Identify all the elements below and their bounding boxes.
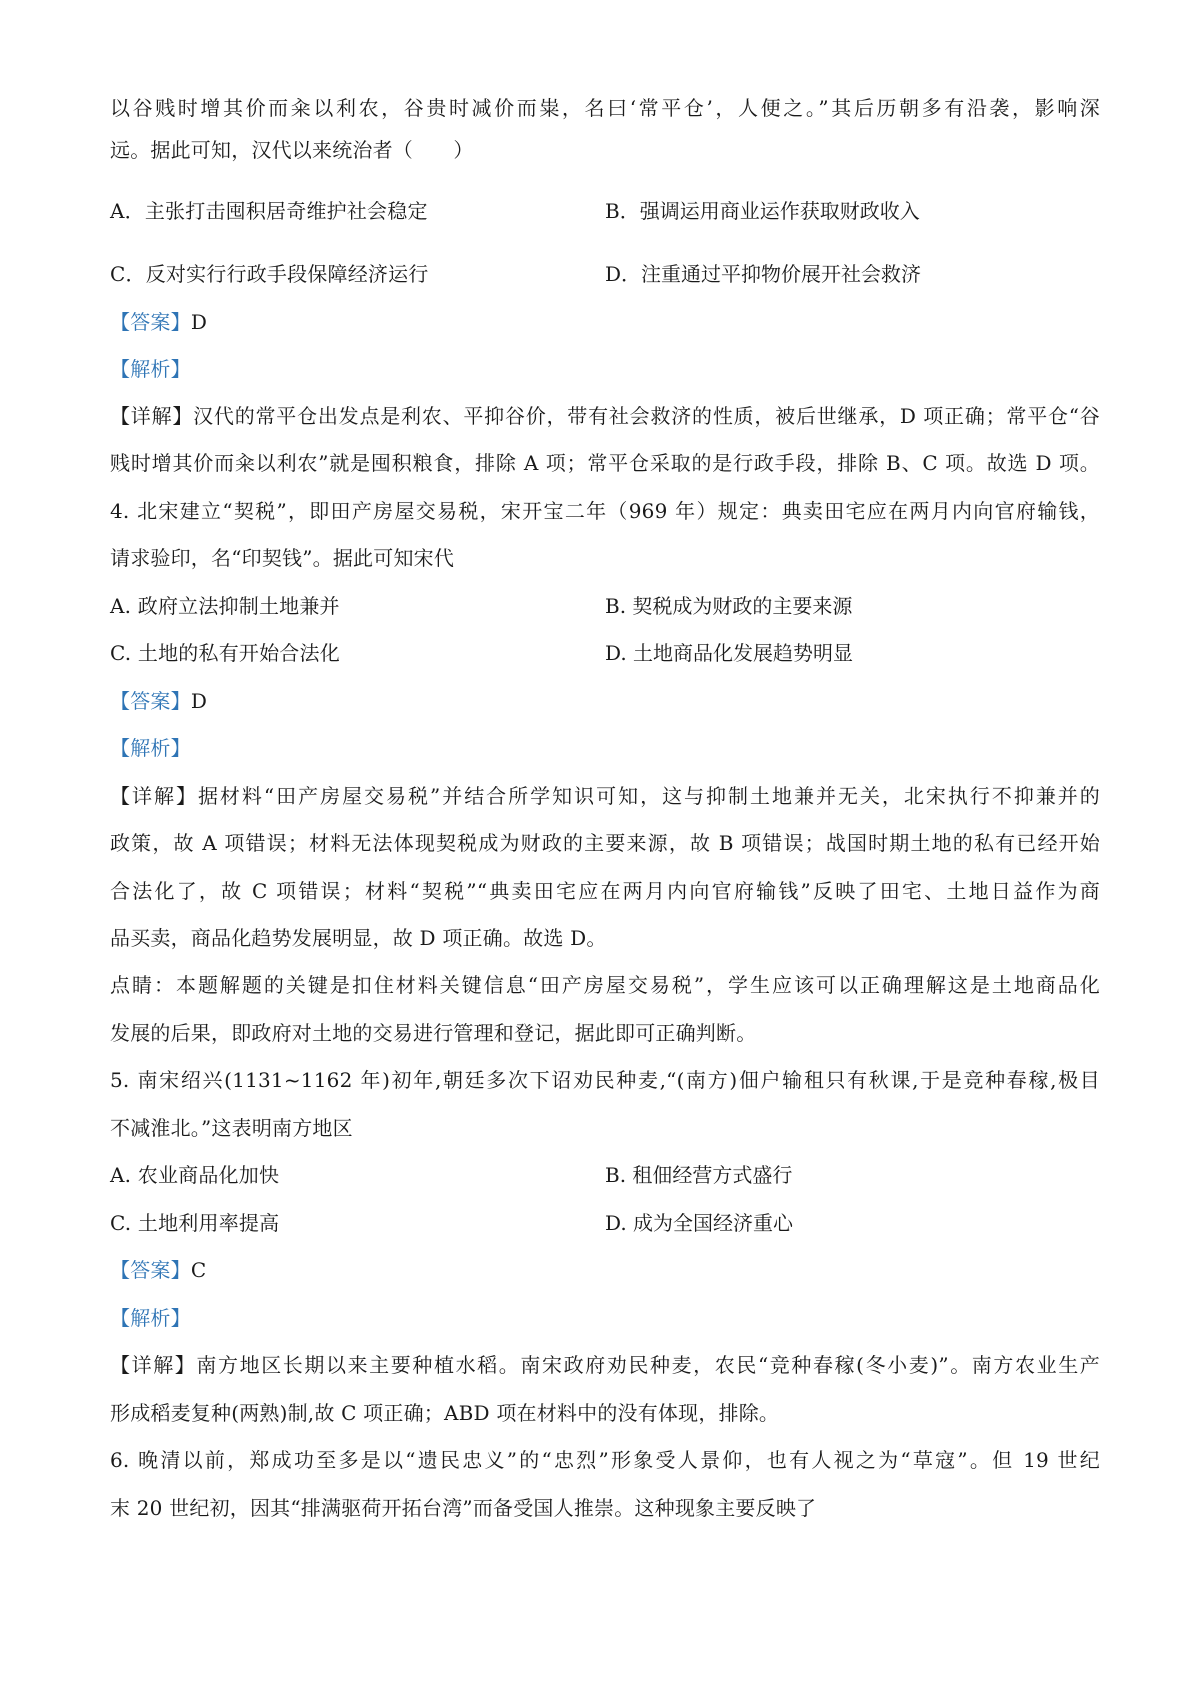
q4-stem-line: 请求验印，名“印契钱”。据此可知宋代	[110, 546, 455, 570]
q4-option-c: C. 土地的私有开始合法化	[110, 641, 340, 665]
q3-detail-line: 【详解】汉代的常平仓出发点是利农、平抑谷价，带有社会救济的性质，被后世继承，D 项正确；常平仓“谷	[110, 404, 1100, 428]
q3-answer	[110, 309, 1100, 335]
q5-option-d: D. 成为全国经济重心	[605, 1211, 794, 1235]
answer-value: D	[190, 310, 208, 334]
answer-tag: 【答案】	[110, 689, 191, 713]
q4-detail-line: 合法化了，故 C 项错误；材料“契税”“典卖田宅应在两月内向官府输钱”反映了田宅、土地日益作为商	[110, 879, 1100, 903]
q3-option-c: C．反对实行行政手段保障经济运行	[110, 262, 429, 286]
answer-value: D	[190, 689, 208, 713]
answer-tag: 【答案】	[110, 1258, 191, 1282]
q4-stem-line: 4. 北宋建立“契税”，即田产房屋交易税，宋开宝二年（969 年）规定：典卖田宅应在两月内向官府输钱，	[110, 499, 1100, 523]
q3-analysis-tag: 【解析】	[110, 357, 191, 381]
q4-answer	[110, 688, 1100, 714]
q4-tip-line: 发展的后果，即政府对土地的交易进行管理和登记，据此即可正确判断。	[110, 1021, 757, 1045]
q3-stem-line: 远。据此可知，汉代以来统治者（ ）	[110, 138, 474, 162]
q5-detail-line: 形成稻麦复种(两熟)制,故 C 项正确；ABD 项在材料中的没有体现，排除。	[110, 1401, 780, 1425]
q4-detail-line: 政策，故 A 项错误；材料无法体现契税成为财政的主要来源，故 B 项错误；战国时期土地的私有已经开始	[110, 831, 1100, 855]
q3-option-b: B．强调运用商业运作获取财政收入	[605, 199, 920, 223]
q5-answer	[110, 1257, 1100, 1283]
q6-stem-line: 6. 晚清以前，郑成功至多是以“遗民忠义”的“忠烈”形象受人景仰，也有人视之为“草寇”。但 19 世纪	[110, 1448, 1100, 1472]
q4-tip-line: 点睛：本题解题的关键是扣住材料关键信息“田产房屋交易税”，学生应该可以正确理解这是土地商品化	[110, 973, 1100, 997]
q4-option-a: A. 政府立法抑制土地兼并	[110, 594, 340, 618]
q5-detail-line: 【详解】南方地区长期以来主要种植水稻。南宋政府劝民种麦，农民“竞种春稼(冬小麦)”。南方农业生产	[110, 1353, 1100, 1377]
q3-stem-line: 以谷贱时增其价而籴以利农，谷贵时减价而粜，名曰‘常平仓’，人便之。”其后历朝多有沿袭，影响深	[110, 96, 1100, 120]
answer-value: C	[190, 1258, 207, 1282]
q4-option-b: B. 契税成为财政的主要来源	[605, 594, 853, 618]
q4-analysis-tag: 【解析】	[110, 736, 191, 760]
q5-option-b: B. 租佃经营方式盛行	[605, 1163, 793, 1187]
q4-detail-line: 品买卖，商品化趋势发展明显，故 D 项正确。故选 D。	[110, 926, 607, 950]
q3-detail-line: 贱时增其价而籴以利农”就是囤积粮食，排除 A 项；常平仓采取的是行政手段，排除 B、C 项。故选 D 项。	[110, 451, 1100, 475]
q5-stem-line: 不减淮北。”这表明南方地区	[110, 1116, 353, 1140]
answer-tag: 【答案】	[110, 310, 191, 334]
q3-option-d: D．注重通过平抑物价展开社会救济	[605, 262, 922, 286]
q5-stem-line: 5. 南宋绍兴(1131~1162 年)初年,朝廷多次下诏劝民种麦,“(南方)佃户输租只有秋课,于是竞种春稼,极目	[110, 1068, 1100, 1092]
q3-option-a: A．主张打击囤积居奇维护社会稳定	[110, 199, 428, 223]
q5-analysis-tag: 【解析】	[110, 1306, 191, 1330]
q5-option-c: C. 土地利用率提高	[110, 1211, 280, 1235]
q5-option-a: A. 农业商品化加快	[110, 1163, 280, 1187]
q4-detail-line: 【详解】据材料“田产房屋交易税”并结合所学知识可知，这与抑制土地兼并无关，北宋执行不抑兼并的	[110, 784, 1100, 808]
q6-stem-line: 末 20 世纪初，因其“排满驱荷开拓台湾”而备受国人推崇。这种现象主要反映了	[110, 1496, 817, 1520]
q4-option-d: D. 土地商品化发展趋势明显	[605, 641, 854, 665]
